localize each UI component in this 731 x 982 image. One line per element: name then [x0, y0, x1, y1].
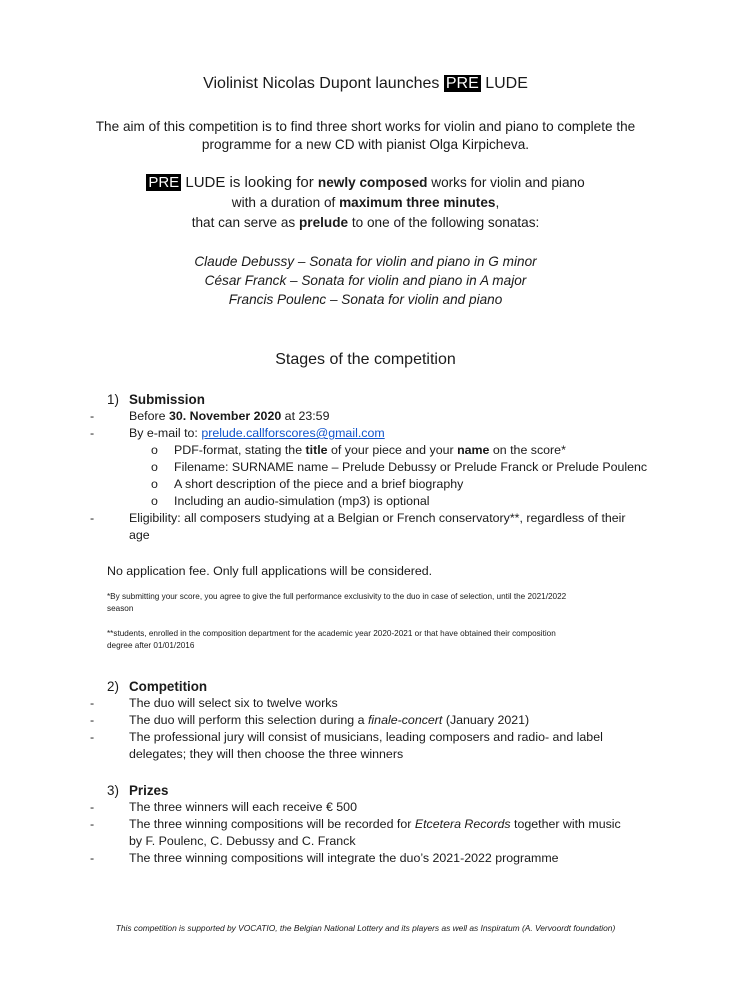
list-item: - Eligibility: all composers studying at a Belgian or French conservatory**, regardless of their age	[90, 511, 626, 542]
sub-list-item: o PDF-format, stating the title of your piece and your name on the score*	[151, 443, 566, 457]
footnote-students: **students, enrolled in the composition department for the academic year 2020-2021 or that have obtained their composition degree after 01/01/2016	[107, 629, 556, 650]
prelude-description: PRE LUDE is looking for newly composed works for violin and piano with a duration of maximum three minutes, that can serve as prelude to one of the following sonatas:	[148, 174, 585, 230]
page-title: Violinist Nicolas Dupont launches PRE LUDE	[203, 75, 528, 92]
prelude-logo-badge: PRE	[445, 75, 479, 92]
list-item: - The three winning compositions will be recorded for Etcetera Records together with music by F. Poulenc, C. Debussy and C. Franck	[90, 817, 621, 848]
list-item: - The duo will select six to twelve works	[90, 696, 338, 710]
submission-section	[90, 391, 694, 544]
intro-paragraph: The aim of this competition is to find three short works for violin and piano to complete the programme for a new CD with pianist Olga Kirpicheva.	[95, 119, 636, 152]
footer-credit: This competition is supported by VOCATIO, the Belgian National Lottery and its players as well as Inspiratum (A. Vervoordt foundation)	[115, 923, 616, 933]
sub-list-item: o A short description of the piece and a brief biography	[151, 477, 464, 491]
prizes-heading: 3) Prizes	[107, 783, 169, 798]
sub-list-item: o Including an audio-simulation (mp3) is optional	[151, 494, 430, 508]
sub-list-item: o Filename: SURNAME name – Prelude Debussy or Prelude Franck or Prelude Poulenc	[151, 460, 648, 474]
submission-heading: 1) Submission	[107, 392, 205, 407]
list-item: - Before 30. November 2020 at 23:59	[90, 409, 330, 423]
footnote-exclusivity: *By submitting your score, you agree to give the full performance exclusivity to the duo in case of selection, until the 2021/2022 season	[107, 592, 567, 613]
sonata-list	[90, 252, 641, 309]
list-item: - The three winners will each receive € 500	[90, 800, 357, 814]
stages-heading: Stages of the competition	[275, 351, 456, 368]
prizes-section	[90, 782, 649, 867]
competition-heading: 2) Competition	[107, 679, 208, 694]
list-item: - The duo will perform this selection during a finale-concert (January 2021)	[90, 713, 530, 727]
no-fee-text: No application fee. Only full applications will be considered.	[107, 564, 433, 578]
email-link[interactable]: prelude.callforscores@gmail.com	[201, 426, 385, 440]
prelude-logo-badge: PRE	[148, 174, 180, 191]
sonata-item: Francis Poulenc – Sonata for violin and piano	[228, 292, 503, 307]
list-item: - The three winning compositions will integrate the duo’s 2021-2022 programme	[90, 851, 559, 865]
competition-section	[90, 678, 649, 763]
sonata-item: Claude Debussy – Sonata for violin and piano in G minor	[194, 254, 537, 269]
sonata-item: César Franck – Sonata for violin and piano in A major	[204, 273, 527, 288]
list-item: - By e-mail to: prelude.callforscores@gmail.com	[90, 426, 385, 440]
list-item: - The professional jury will consist of musicians, leading composers and radio- and label delegates; they will then choose the three winners	[90, 730, 603, 761]
